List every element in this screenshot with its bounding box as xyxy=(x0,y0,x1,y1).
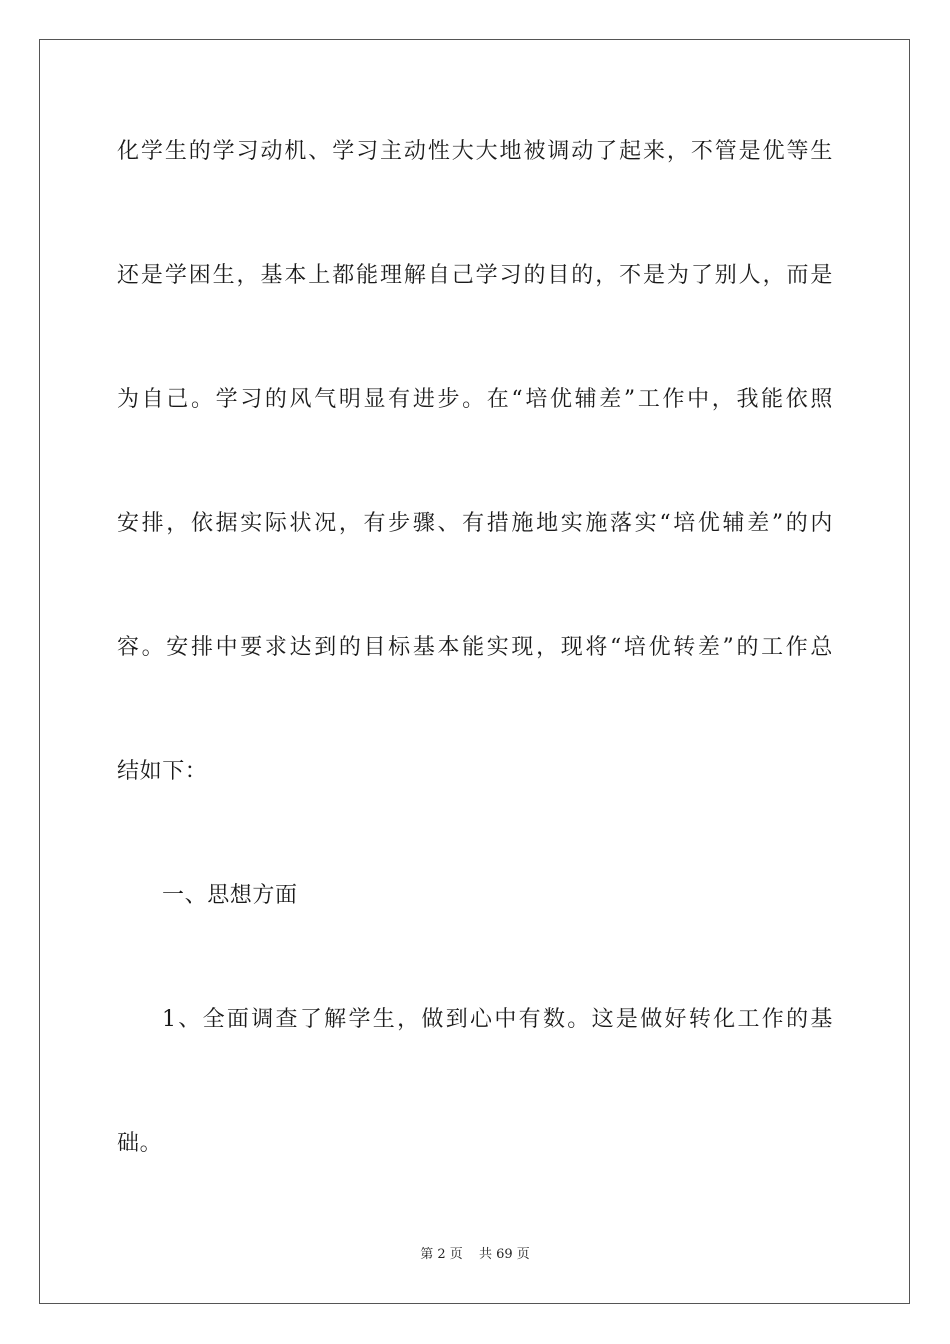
page-number: 第 2 页 xyxy=(420,1247,463,1262)
text-line: 础。 xyxy=(117,1131,163,1156)
text-line: 安排，依据实际状况，有步骤、有措施地实施落实“培优辅差”的内 xyxy=(117,511,833,536)
section-heading: 一、思想方面 xyxy=(162,883,298,908)
text-line: 还是学困生，基本上都能理解自己学习的目的，不是为了别人，而是 xyxy=(117,263,833,288)
text-line: 为自己。学习的风气明显有进步。在“培优辅差”工作中，我能依照 xyxy=(117,387,833,412)
text-line: 化学生的学习动机、学习主动性大大地被调动了起来，不管是优等生 xyxy=(117,139,833,164)
page-total: 共 69 页 xyxy=(478,1247,530,1262)
text-line: 容。安排中要求达到的目标基本能实现，现将“培优转差”的工作总 xyxy=(117,635,833,660)
page-border xyxy=(39,39,910,1304)
page-footer xyxy=(0,1246,950,1264)
text-line: 结如下： xyxy=(117,759,208,784)
text-line: 1、全面调查了解学生，做到心中有数。这是做好转化工作的基 xyxy=(162,1007,833,1032)
